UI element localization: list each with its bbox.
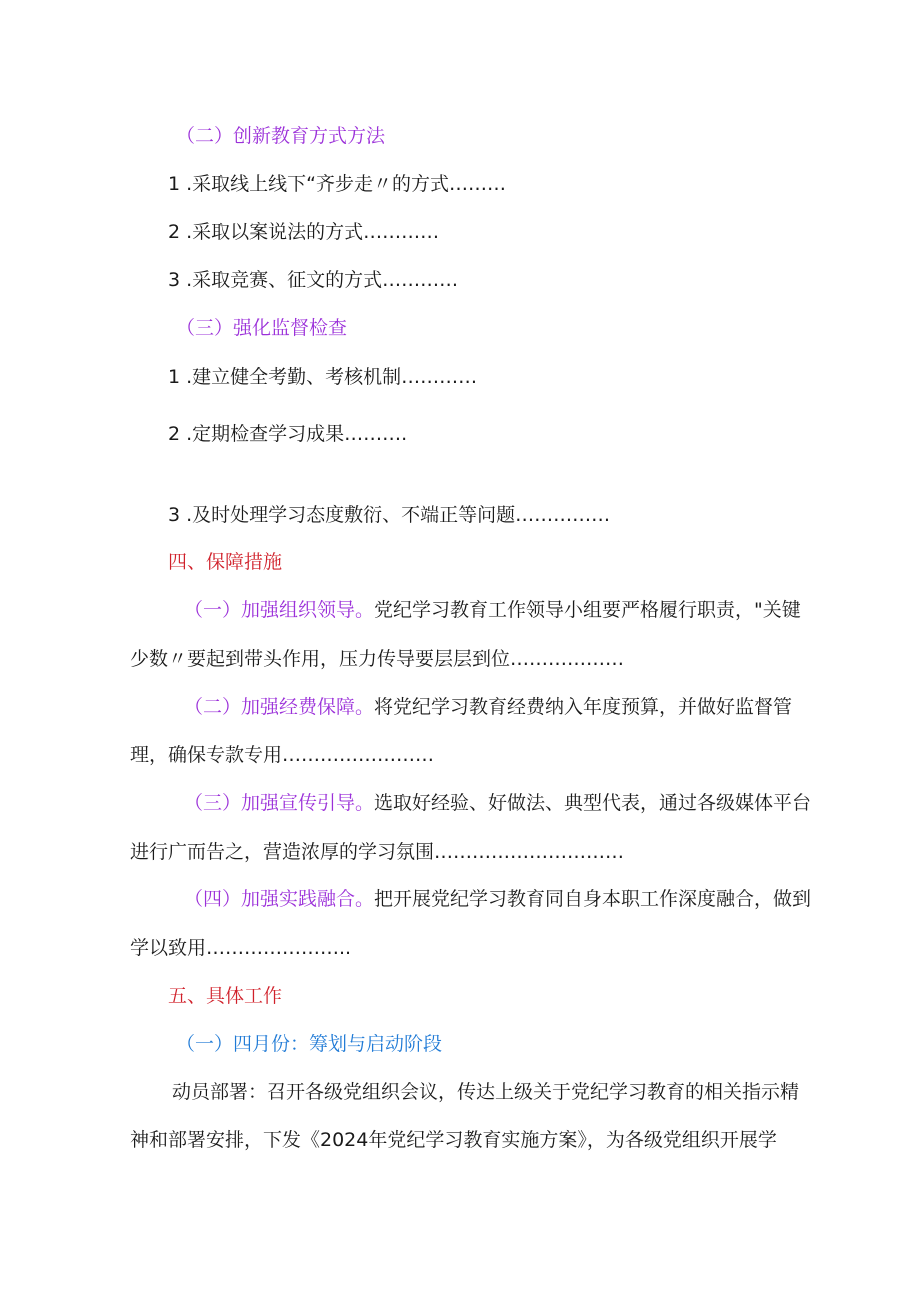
paragraph-text: 理，确保专款专用…………………… [130, 744, 435, 766]
list-item: 3 .采取竞赛、征文的方式………… [168, 269, 459, 291]
paragraph-text: 党纪学习教育工作领导小组要严格履行职责，"关键 [374, 599, 801, 621]
paragraph-label: （二）加强经费保障。 [184, 696, 375, 718]
chapter-heading: 四、保障措施 [168, 551, 283, 573]
paragraph-text: 神和部署安排，下发《2024年党纪学习教育实施方案》，为各级党组织开展学 [130, 1129, 777, 1151]
paragraph-text: 学以致用………………….. [130, 937, 352, 959]
paragraph-text: 少数〃要起到带头作用，压力传导要层层到位……………… [130, 648, 625, 670]
paragraph-label: （四）加强实践融合。 [184, 888, 375, 910]
section-heading: （三）强化监督检查 [176, 317, 348, 339]
paragraph-text: 动员部署：召开各级党组织会议，传达上级关于党纪学习教育的相关指示精 [172, 1081, 800, 1103]
paragraph [184, 597, 801, 623]
list-item: 2 .采取以案说法的方式………… [168, 221, 440, 243]
paragraph-label: （一）加强组织领导。 [184, 599, 375, 621]
paragraph [184, 790, 811, 816]
list-item: 1 .采取线上线下“齐步走〃的方式……… [168, 173, 507, 195]
list-item: 2 .定期检查学习成果………. [168, 423, 408, 445]
list-item: 3 .及时处理学习态度敷衍、不端正等问题…………… [168, 504, 611, 526]
paragraph [184, 694, 792, 720]
paragraph-label: （三）加强宣传引导。 [184, 792, 375, 814]
section-heading: （二）创新教育方式方法 [176, 125, 386, 147]
section-heading: （一）四月份：筹划与启动阶段 [176, 1033, 443, 1055]
paragraph-text: 选取好经验、好做法、典型代表，通过各级媒体平台 [374, 792, 812, 814]
paragraph-text: 把开展党纪学习教育同自身本职工作深度融合，做到 [374, 888, 812, 910]
paragraph [184, 886, 811, 912]
chapter-heading: 五、具体工作 [168, 985, 283, 1007]
paragraph-text: 进行广而告之，营造浓厚的学习氛围………………………… [130, 841, 625, 863]
paragraph-text: 将党纪学习教育经费纳入年度预算，并做好监督管 [374, 696, 793, 718]
list-item: 1 .建立健全考勤、考核机制………… [168, 366, 478, 388]
